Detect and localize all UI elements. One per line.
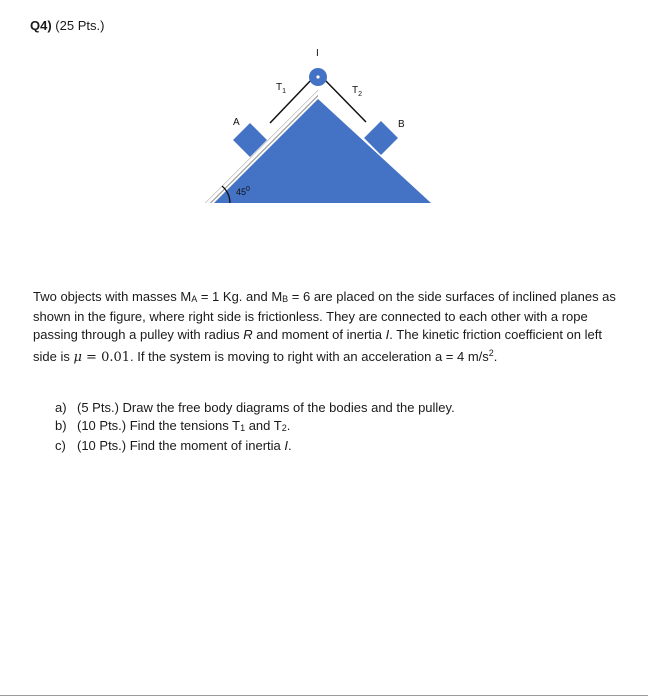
inertia-symbol: I: [385, 327, 390, 342]
mu-value: = 0.01: [81, 350, 131, 365]
incline-figure: [0, 0, 648, 280]
page-bottom-divider: [0, 695, 648, 696]
tension-t2-label: $T_2$: [352, 85, 363, 98]
question-number: Q4): [30, 18, 52, 33]
angle-label: $45^0$: [236, 186, 250, 197]
block-a-label: A: [233, 117, 240, 128]
pulley-label: I: [316, 48, 319, 59]
mu-symbol: μ: [73, 350, 82, 365]
question-points: (25 Pts.): [55, 18, 105, 33]
question-parts: [55, 399, 455, 455]
tension-t1-label: $T_1$: [276, 82, 287, 95]
part-b: b) (10 Pts.) Find the tensions T1 and T2.: [55, 418, 291, 433]
part-c: c) (10 Pts.) Find the moment of inertia I.: [55, 438, 292, 453]
block-b-label: B: [398, 119, 405, 130]
radius-symbol: R: [243, 327, 253, 342]
problem-statement: Two objects with masses MA = 1 Kg. and MB = 6 are placed on the side surfaces of inclined planes as shown in the figure, where right side is frictionless. They are connected to each other with a rope passing through a pulley with radius R and moment of inertia I. The kinetic friction coefficient on left side is μ = 0.01. If the system is moving to right with an acceleration a = 4 $m/s^2$.: [33, 289, 616, 365]
pulley-axle: [316, 75, 319, 78]
part-a: a) (5 Pts.) Draw the free body diagrams of the bodies and the pulley.: [55, 400, 455, 415]
